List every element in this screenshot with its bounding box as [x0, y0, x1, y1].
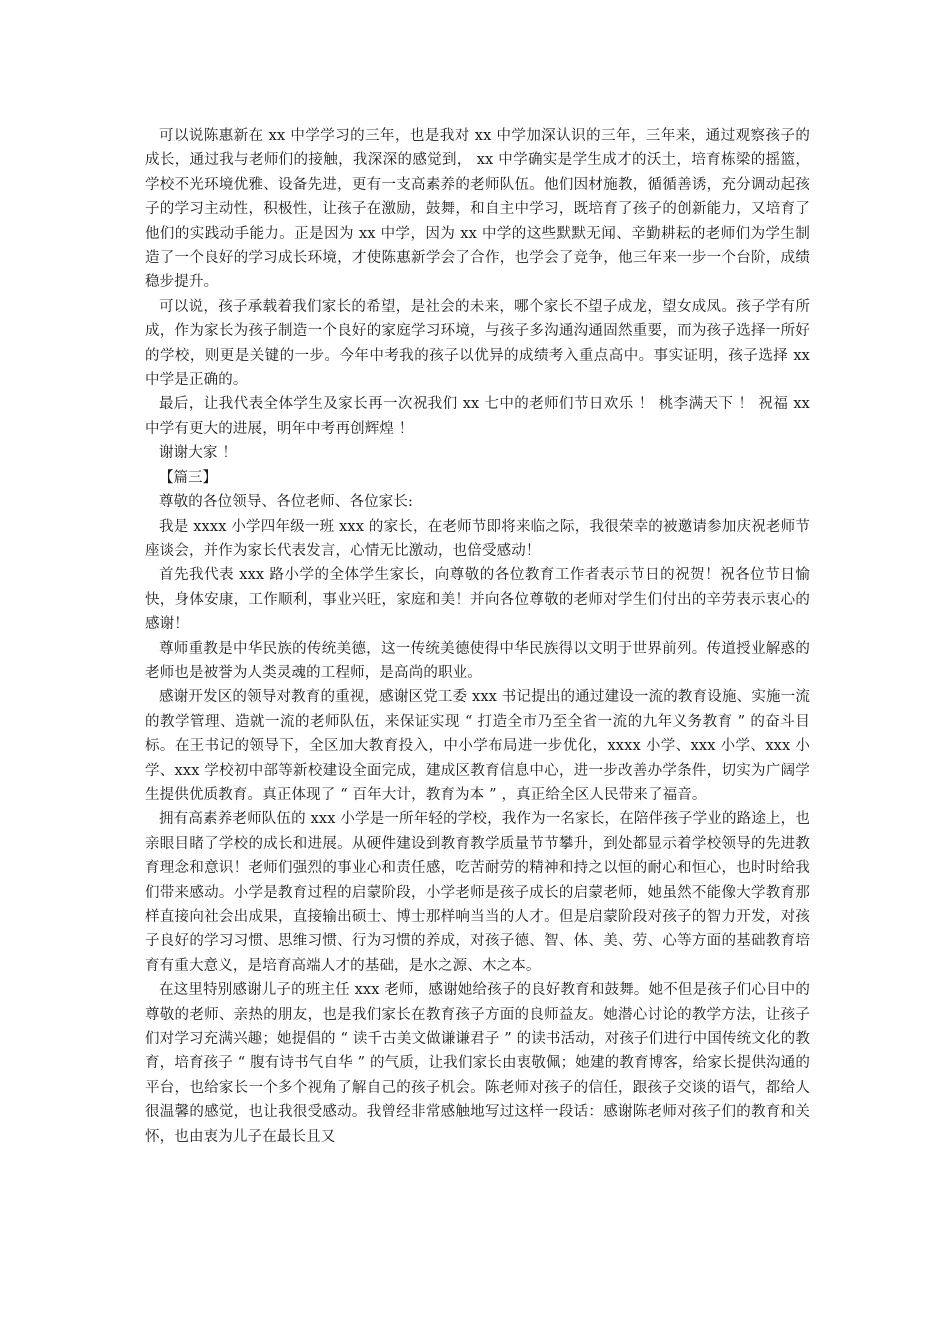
- paragraph-3: 最后，让我代表全体学生及家长再一次祝我们 xx 七中的老师们节日欢乐 ！ 桃李满天下 ！ 祝福 xx 中学有更大的进展，明年中考再创辉煌 ！: [145, 396, 810, 437]
- document-body: [145, 124, 810, 1149]
- paragraph-9: 拥有高素养老师队伍的 xxx 小学是一所年轻的学校，我作为一名家长，在陪伴孩子学业的路途上，也亲眼目睹了学校的成长和进展。从硬件建设到教育教学质量节节攀升，到处都显示着学校领导的先进教育理念和意识！老师们强烈的事业心和责任感，吃苦耐劳的精神和持之以恒的耐心和恒心，也时时给我们带来感动。小学是教育过程的启蒙阶段，小学老师是孩子成长的启蒙老师，她虽然不能像大学教育那样直接向社会出成果，直接输出硕士、博士那样响当当的人才。但是启蒙阶段对孩子的智力开发，对孩子良好的学习习惯、思维习惯、行为习惯的养成，对孩子德、智、体、美、劳、心等方面的基础教育培育有重大意义，是培育高端人才的基础，是水之源、木之本。: [145, 811, 810, 974]
- paragraph-4: 谢谢大家 ！: [159, 445, 238, 462]
- paragraph-8: 感谢开发区的领导对教育的重视，感谢区党工委 xxx 书记提出的通过建设一流的教育设施、实施一流的教学管理、造就一流的老师队伍，来保证实现 “ 打造全市乃至全省一流的九年义务教育 ” 的奋斗目标。在王书记的领导下，全区加大教育投入，中小学布局进一步优化，xxxx 小学、xxx 小学、xxx 小学、xxx 学校初中部等新校建设全面完成，建成区教育信息中心，进一步改善办学条件，切实为广阔学生提供优质教育。真正体现了 “ 百年大计，教育为本 ” ，真正给全区人民带来了福音。: [145, 689, 810, 803]
- paragraph-2: 可以说，孩子承载着我们家长的希望，是社会的未来，哪个家长不望子成龙，望女成凤。孩子学有所成，作为家长为孩子制造一个良好的家庭学习环境，与孩子多沟通沟通固然重要，而为孩子选择一所好的学校，则更是关键的一步。今年中考我的孩子以优异的成绩考入重点高中。事实证明，孩子选择 xx 中学是正确的。: [145, 298, 810, 389]
- section-heading: 【篇三】: [159, 469, 217, 486]
- paragraph-1: 可以说陈惠新在 xx 中学学习的三年，也是我对 xx 中学加深认识的三年，三年来，通过观察孩子的成长，通过我与老师们的接触，我深深的感觉到， xx 中学确实是学生成才的沃土，培育栋梁的摇篮，学校不光环境优雅、设备先进，更有一支高素养的老师队伍。他们因材施教，循循善诱，充分调动起孩子的学习主动性，积极性，让孩子在激励，鼓舞，和自主中学习，既培育了孩子的创新能力，又培育了他们的实践动手能力。正是因为 xx 中学，因为 xx 中学的这些默默无闻、辛勤耕耘的老师们为学生制造了一个良好的学习成长环境，才使陈惠新学会了合作，也学会了竞争，他三年来一步一个台阶，成绩稳步提升。: [145, 128, 810, 291]
- paragraph-5: 我是 xxxx 小学四年级一班 xxx 的家长，在老师节即将来临之际，我很荣幸的被邀请参加庆祝老师节座谈会，并作为家长代表发言，心情无比激动，也倍受感动！: [145, 518, 810, 559]
- salutation: 尊敬的各位领导、各位老师、各位家长:: [159, 494, 414, 511]
- paragraph-6: 首先我代表 xxx 路小学的全体学生家长，向尊敬的各位教育工作者表示节日的祝贺！祝各位节日愉快，身体安康，工作顺利，事业兴旺，家庭和美！并向各位尊敬的老师对学生们付出的辛劳表示衷心的感谢！: [145, 567, 810, 633]
- paragraph-10: 在这里特别感谢儿子的班主任 xxx 老师，感谢她给孩子的良好教育和鼓舞。她不但是孩子们心目中的尊敬的老师、亲热的朋友，也是我们家长在教育孩子方面的良师益友。她潜心讨论的教学方法，让孩子们对学习充满兴趣；她提倡的 “ 读千古美文做谦谦君子 ” 的读书活动，对孩子们进行中国传统文化的教育，培育孩子 “ 腹有诗书气自华 ” 的气质，让我们家长由衷敬佩；她建的教育博客，给家长提供沟通的平台，也给家长一个多个视角了解自己的孩子机会。陈老师对孩子的信任，跟孩子交谈的语气，都给人很温馨的感觉，也让我很受感动。我曾经非常感触地写过这样一段话：感谢陈老师对孩子们的教育和关怀，也由衷为儿子在最长且又: [145, 982, 810, 1145]
- paragraph-7: 尊师重教是中华民族的传统美德，这一传统美德使得中华民族得以文明于世界前列。传道授业解惑的老师也是被誉为人类灵魂的工程师，是高尚的职业。: [145, 640, 810, 681]
